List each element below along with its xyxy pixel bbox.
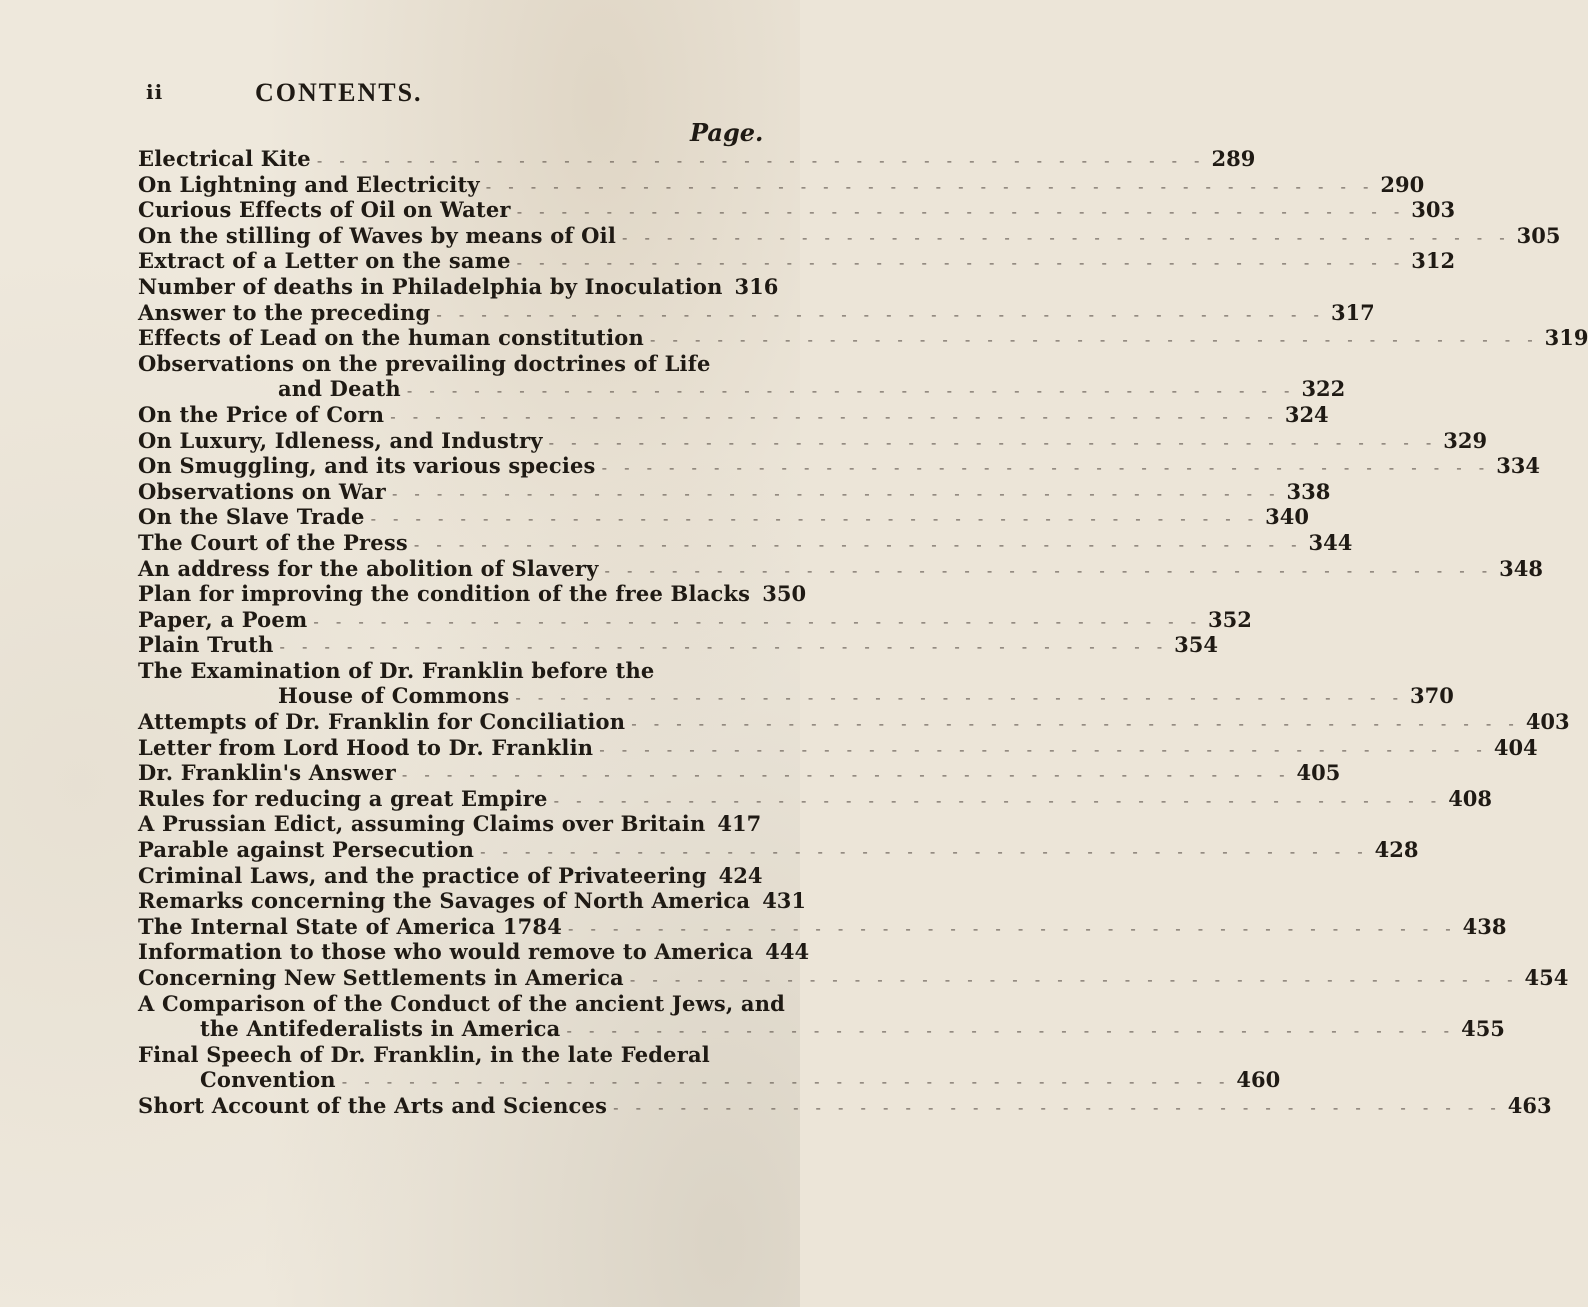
entry-page-number: 424	[718, 862, 763, 888]
entry-title: An address for the abolition of Slavery	[138, 555, 599, 581]
contents-entry	[138, 248, 1456, 274]
contents-entry	[138, 658, 738, 684]
contents-entry	[138, 504, 1310, 530]
entry-page-number: 438	[1462, 913, 1507, 939]
contents-entry	[138, 683, 1454, 709]
contents-entry	[138, 862, 763, 889]
contents-entry	[138, 453, 1541, 479]
dot-leader	[602, 458, 1491, 477]
contents-entry	[138, 888, 807, 914]
entry-title: Electrical Kite	[138, 146, 311, 171]
entry-title: On Smuggling, and its various species	[138, 453, 596, 479]
contents-entry	[138, 811, 762, 837]
entry-title: The Internal State of America 1784	[138, 913, 563, 939]
dot-leader	[313, 612, 1202, 631]
entry-title: Rules for reducing a great Empire	[138, 785, 548, 811]
entry-title: Curious Effects of Oil on Water	[138, 197, 511, 223]
entry-title: Number of deaths in Philadelphia by Inoculation	[138, 273, 723, 299]
dot-leader	[549, 433, 1438, 452]
entry-title: A Prussian Edict, assuming Claims over Britain	[138, 811, 706, 837]
contents-entry	[138, 1067, 1281, 1093]
entry-title: A Comparison of the Conduct of the ancient Jews, and	[138, 990, 786, 1016]
entry-page-number: 455	[1461, 1016, 1505, 1042]
contents-entry	[138, 555, 1543, 582]
entry-page-number: 312	[1411, 248, 1456, 274]
entry-title: Criminal Laws, and the practice of Privateering	[138, 862, 707, 888]
entry-title: On Luxury, Idleness, and Industry	[138, 427, 543, 453]
dot-leader	[517, 253, 1406, 272]
contents-entry	[138, 146, 1256, 172]
entry-page-number: 316	[734, 273, 779, 299]
dot-leader	[280, 637, 1169, 656]
dot-leader	[631, 714, 1520, 733]
entry-title: Paper, a Poem	[138, 606, 308, 632]
signature-mark: ii	[146, 80, 164, 104]
entry-page-number: 350	[762, 581, 807, 607]
contents-entry	[138, 529, 1353, 556]
entry-page-number: 329	[1443, 427, 1488, 453]
entry-title: Observations on the prevailing doctrines of Life	[138, 350, 711, 376]
entry-title: Convention	[200, 1067, 336, 1093]
dot-leader	[414, 535, 1303, 554]
entry-title: Plain Truth	[138, 632, 274, 658]
entry-page-number: 444	[765, 939, 810, 965]
dot-leader	[568, 919, 1457, 938]
contents-entry	[138, 1016, 1505, 1042]
entry-page-number: 354	[1174, 632, 1218, 658]
entry-title: On Lightning and Electricity	[138, 171, 480, 197]
entry-title: The Court of the Press	[138, 529, 408, 555]
dot-leader	[599, 740, 1488, 759]
dot-leader	[566, 1021, 1455, 1040]
contents-entry	[138, 990, 786, 1017]
dot-leader	[317, 151, 1206, 170]
entry-page-number: 348	[1499, 555, 1543, 581]
contents-entry	[138, 401, 1329, 428]
contents-entry	[138, 478, 1331, 505]
entry-page-number: 428	[1374, 837, 1419, 863]
entry-title: Dr. Franklin's Answer	[138, 760, 396, 786]
contents-entry	[138, 427, 1488, 454]
dot-leader	[613, 1098, 1502, 1117]
entry-title: Attempts of Dr. Franklin for Conciliation	[138, 709, 626, 735]
entry-title: Extract of a Letter on the same	[138, 248, 511, 274]
entry-page-number: 431	[762, 888, 807, 914]
entry-title: Plan for improving the condition of the free Blacks	[138, 581, 751, 607]
dot-leader	[390, 407, 1279, 426]
contents-entry	[138, 376, 1346, 402]
entry-title: and Death	[278, 376, 401, 402]
entry-page-number: 324	[1284, 401, 1329, 427]
entry-page-number: 463	[1507, 1092, 1552, 1118]
entry-title: Parable against Persecution	[138, 837, 475, 863]
entry-title: Observations on War	[138, 478, 386, 504]
entry-page-number: 404	[1493, 734, 1538, 760]
entry-title: The Examination of Dr. Franklin before the	[138, 657, 655, 683]
contents-header	[0, 78, 800, 114]
contents-entry	[138, 1042, 738, 1068]
contents-entry	[138, 171, 1425, 198]
dot-leader	[436, 305, 1325, 324]
dot-leader	[371, 509, 1260, 528]
contents-entry	[138, 760, 1341, 786]
entry-title: On the Price of Corn	[138, 401, 385, 427]
entry-page-number: 460	[1236, 1067, 1281, 1093]
contents-entry	[138, 734, 1538, 761]
contents-entry	[138, 197, 1456, 223]
page-title: CONTENTS.	[255, 78, 423, 107]
entry-page-number: 370	[1410, 683, 1454, 709]
entry-page-number: 417	[717, 811, 762, 837]
entry-page-number: 289	[1211, 146, 1256, 171]
entry-title: On the stilling of Waves by means of Oil	[138, 222, 617, 248]
entry-page-number: 405	[1296, 760, 1341, 786]
entry-title: Letter from Lord Hood to Dr. Franklin	[138, 734, 594, 760]
entry-page-number: 303	[1411, 197, 1456, 223]
contents-entry	[138, 632, 1218, 658]
entry-title: the Antifederalists in America	[200, 1016, 561, 1042]
contents-entry	[138, 709, 1570, 735]
entry-page-number: 340	[1265, 504, 1310, 530]
entry-page-number: 319	[1544, 325, 1588, 351]
entry-page-number: 338	[1286, 478, 1331, 504]
contents-entry	[138, 965, 1569, 991]
page-column-label: Page.	[690, 118, 764, 147]
dot-leader	[402, 765, 1291, 784]
dot-leader	[650, 330, 1539, 349]
entry-title: Final Speech of Dr. Franklin, in the late Federal	[138, 1041, 710, 1067]
entry-page-number: 290	[1380, 171, 1425, 197]
entry-title: On the Slave Trade	[138, 504, 365, 530]
entry-title: Short Account of the Arts and Sciences	[138, 1092, 608, 1118]
contents-entry	[138, 913, 1507, 940]
contents-entry	[138, 939, 810, 965]
dot-leader	[605, 561, 1494, 580]
contents-entry	[138, 1092, 1552, 1119]
entry-title: House of Commons	[278, 683, 510, 709]
contents-list	[138, 146, 1588, 1119]
entry-title: Effects of Lead on the human constitution	[138, 325, 644, 351]
dot-leader	[392, 484, 1281, 503]
entry-page-number: 454	[1524, 965, 1569, 990]
entry-page-number: 403	[1525, 709, 1570, 735]
contents-entry	[138, 606, 1252, 633]
entry-title: Information to those who would remove to America	[138, 939, 754, 965]
entry-page-number: 408	[1448, 785, 1493, 811]
entry-page-number: 317	[1330, 299, 1375, 325]
entry-page-number: 322	[1301, 376, 1346, 402]
contents-entry	[138, 785, 1493, 812]
entry-title: Concerning New Settlements in America	[138, 965, 624, 990]
entry-title: Remarks concerning the Savages of North America	[138, 888, 751, 914]
dot-leader	[554, 791, 1443, 810]
entry-page-number: 305	[1516, 222, 1561, 248]
entry-title: Answer to the preceding	[138, 299, 431, 325]
contents-entry	[138, 325, 1588, 351]
dot-leader	[622, 228, 1511, 247]
dot-leader	[630, 970, 1519, 989]
contents-entry	[138, 351, 738, 377]
entry-page-number: 352	[1207, 606, 1252, 632]
contents-entry	[138, 581, 807, 607]
dot-leader	[517, 202, 1406, 221]
dot-leader	[486, 177, 1375, 196]
dot-leader	[480, 842, 1369, 861]
contents-entry	[138, 273, 779, 300]
entry-page-number: 344	[1308, 529, 1353, 555]
contents-entry	[138, 222, 1561, 249]
dot-leader	[407, 381, 1296, 400]
dot-leader	[515, 688, 1404, 707]
contents-entry	[138, 837, 1419, 863]
dot-leader	[342, 1072, 1231, 1091]
contents-entry	[138, 299, 1375, 326]
entry-page-number: 334	[1496, 453, 1541, 479]
